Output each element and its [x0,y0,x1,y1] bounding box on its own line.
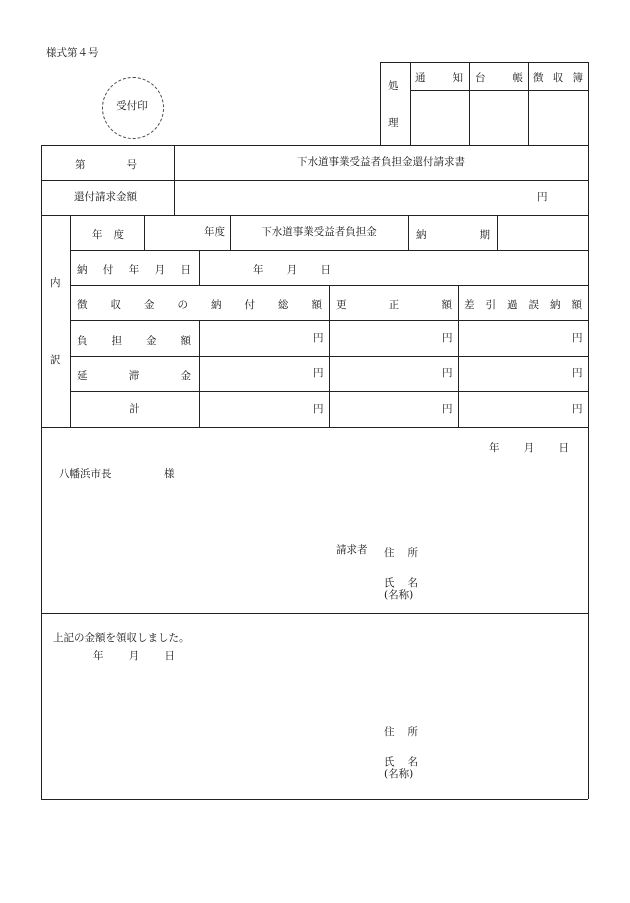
total-paid-header: 徴 収 金 の 納 付 総 額 [77,299,322,311]
fiscal-year-label: 年 度 [92,229,124,241]
addressee: 八幡浜市長 [59,468,112,480]
yen-marker: 円 [313,403,324,415]
form-number: 様式第４号 [46,47,99,59]
honorific: 様 [164,468,175,480]
claimant-address-label: 住 所 [384,547,418,559]
process-label-2: 理 [388,117,399,129]
stamp-label: 受付印 [116,100,148,112]
row-label-late-fee: 延 滞 金 [77,370,191,382]
receipt-date: 年 月 日 [93,650,175,662]
col-collect: 徴 収 簿 [533,72,583,84]
yen-marker: 円 [572,403,583,415]
yen-marker: 円 [572,332,583,344]
fiscal-year-suffix: 年度 [204,226,225,238]
yen-marker: 円 [572,367,583,379]
charge-name: 下水道事業受益者負担金 [261,226,377,238]
breakdown-side-1: 内 [50,277,61,289]
correction-header: 更 正 額 [336,299,452,311]
process-label-1: 処 [388,80,399,92]
receipt-text: 上記の金額を領収しました。 [53,632,190,644]
yen-marker: 円 [313,367,324,379]
form-title: 下水道事業受益者負担金還付請求書 [297,156,465,168]
refund-yen: 円 [537,191,548,203]
col-notice: 通 知 [415,72,463,84]
payment-date-value: 年 月 日 [253,264,331,276]
receipt-address-label: 住 所 [384,726,418,738]
overpayment-header: 差 引 過 誤 納 額 [464,299,582,311]
refund-amount-label: 還付請求金額 [74,191,137,203]
breakdown-side-2: 訳 [50,354,61,366]
yen-marker: 円 [442,367,453,379]
claimant-name-label: 氏 名 [384,577,418,589]
col-ledger: 台 帳 [475,72,523,84]
row-label-charge: 負 担 金 額 [77,335,191,347]
claimant-label: 請求者 [336,544,368,556]
row-label-total: 計 [129,403,140,415]
receipt-name-note: (名称) [384,768,414,780]
request-date: 年 月 日 [489,442,569,454]
payment-period-label: 納 期 [416,229,490,241]
number-label: 第 号 [75,159,137,171]
yen-marker: 円 [442,403,453,415]
receipt-name-label: 氏 名 [384,756,418,768]
yen-marker: 円 [442,332,453,344]
claimant-name-note: (名称) [384,589,414,601]
yen-marker: 円 [313,332,324,344]
payment-date-label: 納 付 年 月 日 [77,264,191,276]
